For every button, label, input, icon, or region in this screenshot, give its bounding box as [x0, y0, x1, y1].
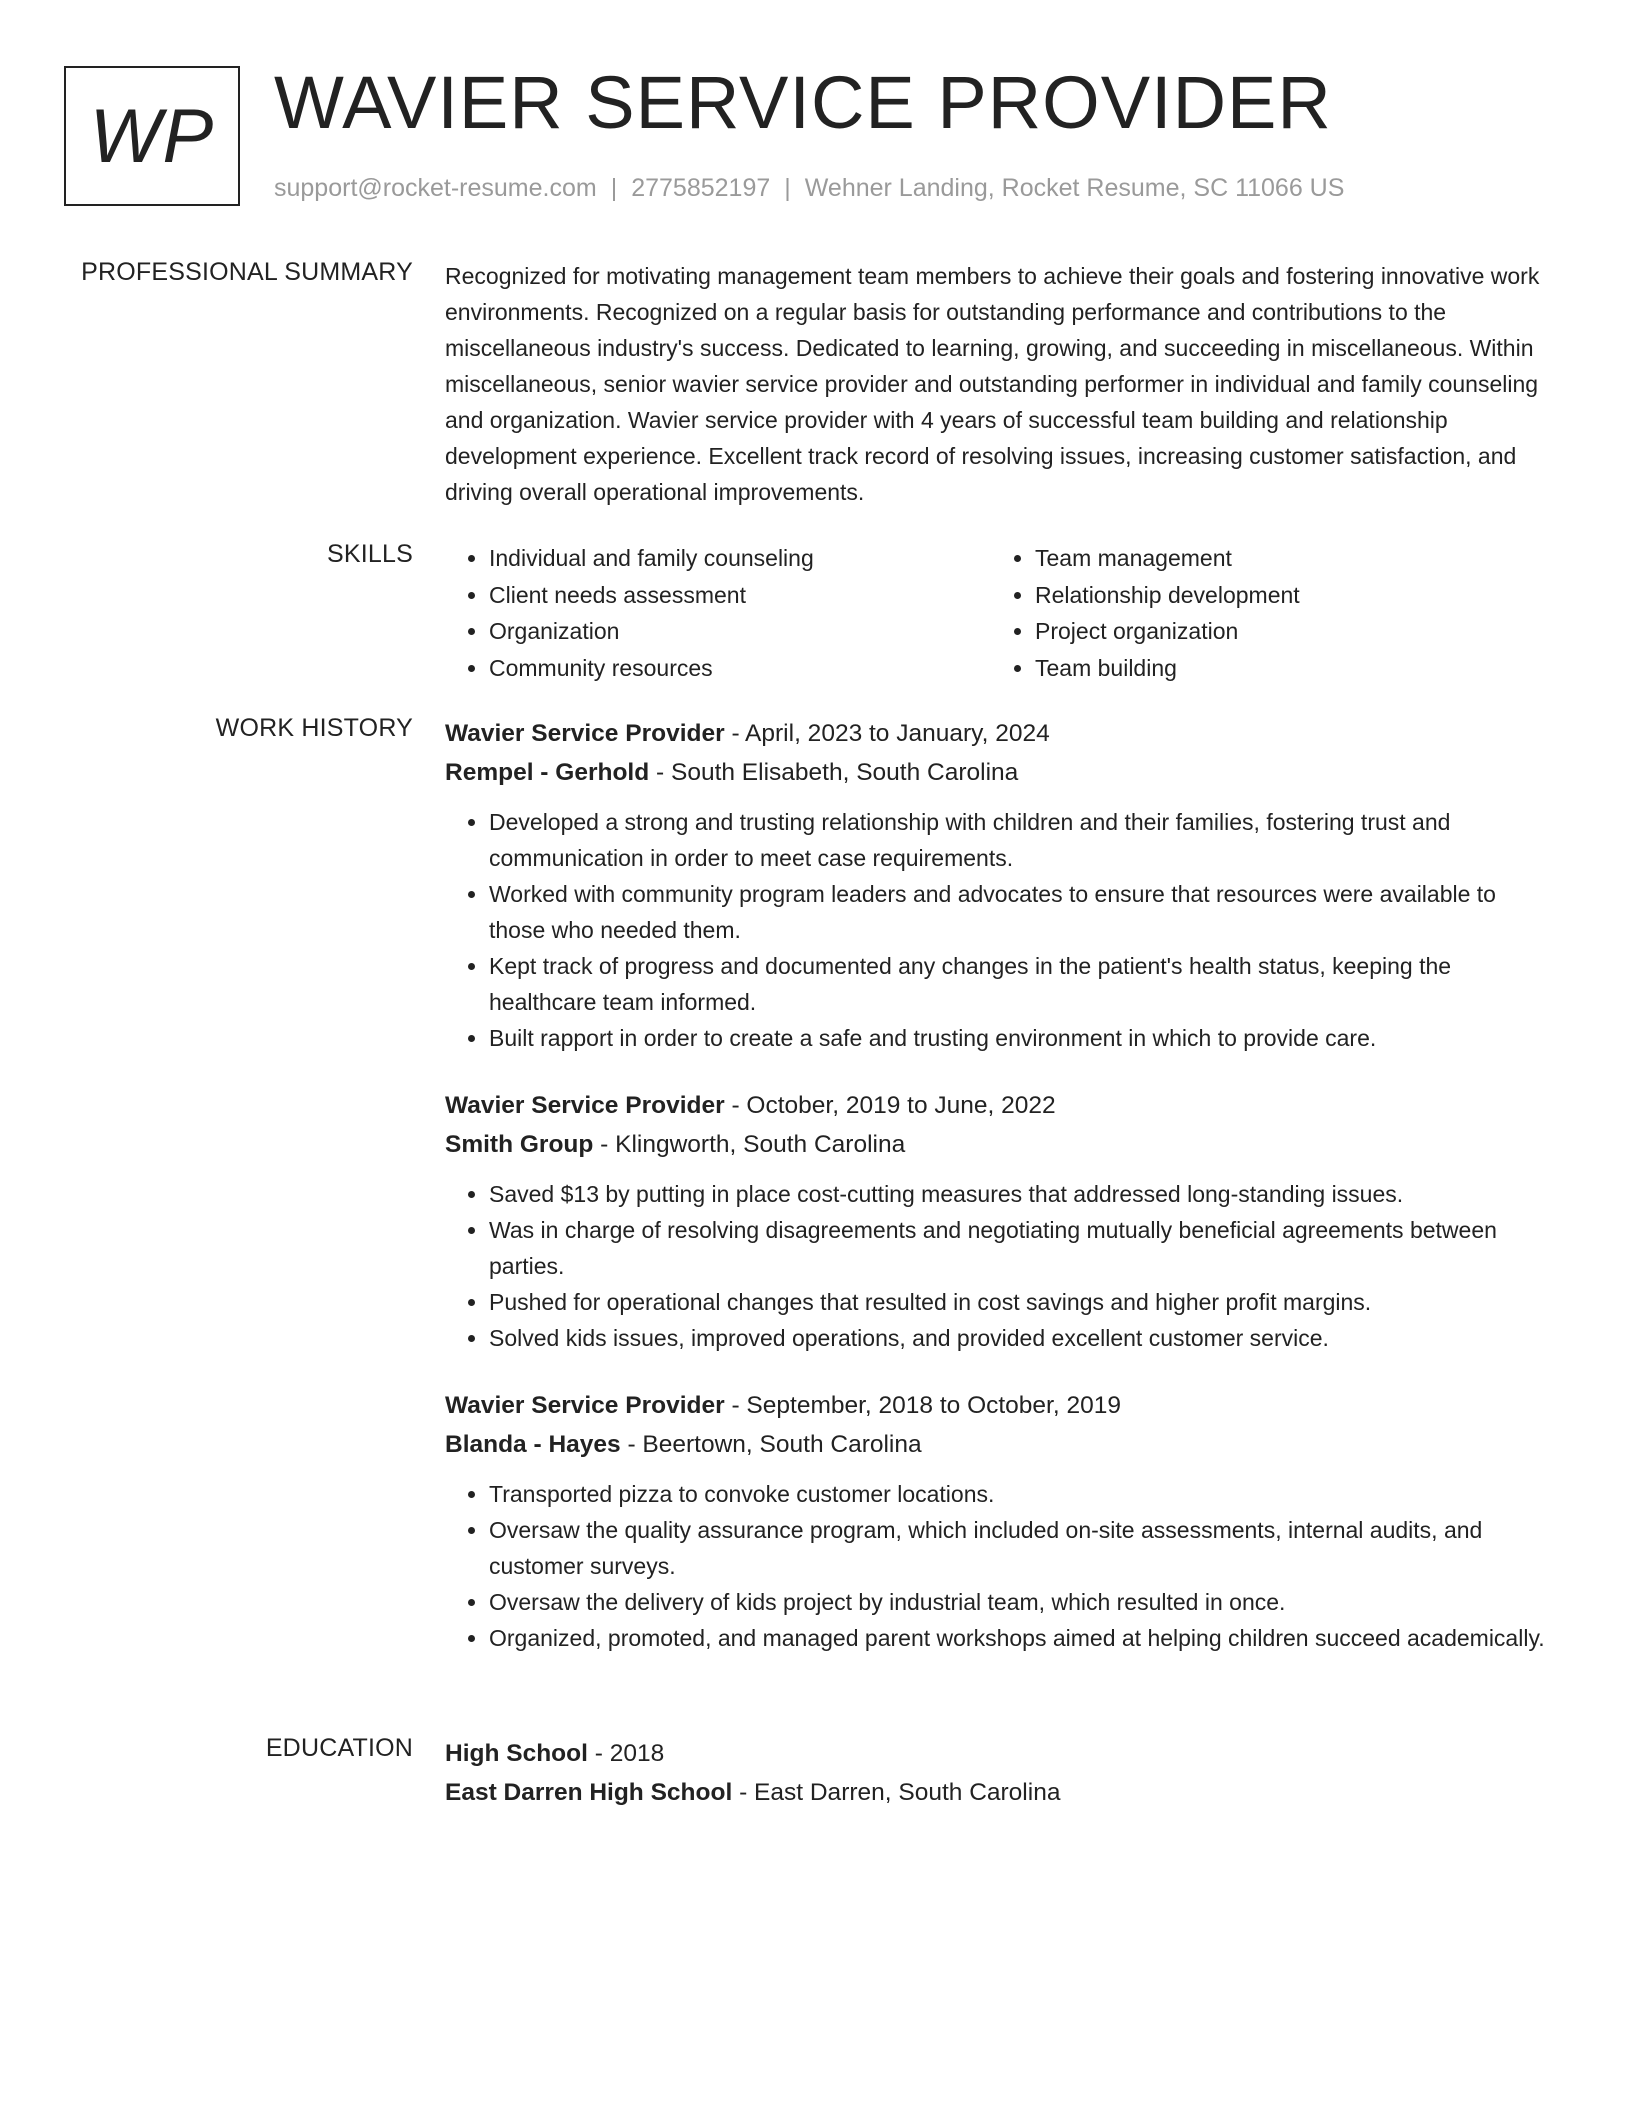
skill-item: • Relationship development	[1035, 577, 1537, 614]
job-bullet: • Kept track of progress and documented any changes in the patient's health status, keeping the healthcare team informed.	[489, 948, 1557, 1020]
section-label-education: EDUCATION	[265, 1734, 413, 1762]
job-bullet: • Oversaw the delivery of kids project by industrial team, which resulted in once.	[489, 1584, 1557, 1620]
job-entry	[445, 1386, 1557, 1656]
job-bullet: • Developed a strong and trusting relationship with children and their families, fostering trust and communication in order to meet case requirements.	[489, 804, 1557, 876]
education-year: - 2018	[587, 1740, 665, 1767]
job-location: - Beertown, South Carolina	[620, 1431, 922, 1458]
job-bullet: • Built rapport in order to create a safe and trusting environment in which to provide care.	[489, 1020, 1557, 1056]
candidate-name: WAVIER SERVICE PROVIDER	[274, 61, 1332, 144]
job-location: - Klingworth, South Carolina	[593, 1131, 906, 1158]
job-company-line	[445, 1125, 1557, 1164]
skill-item: • Team management	[1035, 540, 1537, 577]
education-location: - East Darren, South Carolina	[732, 1779, 1061, 1806]
job-company: Rempel - Gerhold	[445, 759, 650, 786]
education-school: East Darren High School	[445, 1779, 733, 1806]
job-bullet: • Saved $13 by putting in place cost-cutting measures that addressed long-standing issues.	[489, 1176, 1557, 1212]
contact-email: support@rocket-resume.com	[274, 174, 597, 202]
skill-item: • Organization	[489, 613, 991, 650]
section-label-work: WORK HISTORY	[215, 714, 413, 742]
contact-separator: |	[784, 174, 791, 202]
job-dates: - September, 2018 to October, 2019	[724, 1392, 1121, 1419]
job-bullet: • Organized, promoted, and managed parent workshops aimed at helping children succeed academically.	[489, 1620, 1557, 1656]
section-label-summary: PROFESSIONAL SUMMARY	[81, 258, 413, 286]
job-title-line	[445, 714, 1557, 753]
contact-line	[274, 174, 1344, 203]
skills-column-right	[991, 540, 1537, 686]
job-location: - South Elisabeth, South Carolina	[649, 759, 1019, 786]
job-bullet: • Transported pizza to convoke customer locations.	[489, 1476, 1557, 1512]
job-company-line	[445, 753, 1557, 792]
job-company-line	[445, 1425, 1557, 1464]
job-bullets	[445, 1176, 1557, 1356]
skill-item: • Individual and family counseling	[489, 540, 991, 577]
education-degree-line	[445, 1734, 1557, 1773]
skill-item: • Project organization	[1035, 613, 1537, 650]
job-bullets	[445, 1476, 1557, 1656]
contact-address: Wehner Landing, Rocket Resume, SC 11066 US	[804, 174, 1345, 202]
job-bullet: • Worked with community program leaders and advocates to ensure that resources were available to those who needed them.	[489, 876, 1557, 948]
job-title: Wavier Service Provider	[445, 720, 725, 747]
job-title-line	[445, 1086, 1557, 1125]
resume-header	[64, 61, 1584, 210]
job-company: Blanda - Hayes	[445, 1431, 621, 1458]
job-title: Wavier Service Provider	[445, 1092, 725, 1119]
summary-text: Recognized for motivating management team members to achieve their goals and fostering innovative work environments. Recognized on a regular basis for outstanding performance and contributions to the miscellaneous industry's success. Dedicated to learning, growing, and succeeding in miscellaneous. Within miscellaneous, senior wavier service provider and outstanding performer in individual and family counseling and organization. Wavier service provider with 4 years of successful team building and relationship development experience. Excellent track record of resolving issues, increasing customer satisfaction, and driving overall operational improvements.	[445, 263, 1540, 505]
education-school-line	[445, 1773, 1557, 1812]
job-bullets	[445, 804, 1557, 1056]
job-title: Wavier Service Provider	[445, 1392, 725, 1419]
job-bullet: • Pushed for operational changes that resulted in cost savings and higher profit margins.	[489, 1284, 1557, 1320]
job-entry	[445, 714, 1557, 1056]
job-bullet: • Was in charge of resolving disagreements and negotiating mutually beneficial agreements between parties.	[489, 1212, 1557, 1284]
education-degree: High School	[445, 1740, 588, 1767]
contact-separator: |	[610, 174, 618, 202]
section-label-skills: SKILLS	[327, 540, 413, 568]
job-entry	[445, 1086, 1557, 1356]
skill-item: • Community resources	[489, 650, 991, 687]
job-dates: - October, 2019 to June, 2022	[724, 1092, 1056, 1119]
job-bullet: • Solved kids issues, improved operations, and provided excellent customer service.	[489, 1320, 1557, 1356]
skill-item: • Team building	[1035, 650, 1537, 687]
skills-column-left	[445, 540, 991, 686]
job-title-line	[445, 1386, 1557, 1425]
job-dates: - April, 2023 to January, 2024	[724, 720, 1050, 747]
monogram-badge: WP	[64, 66, 240, 206]
skills-grid	[445, 540, 1557, 686]
contact-phone: 2775852197	[631, 174, 771, 202]
job-bullet: • Oversaw the quality assurance program, which included on-site assessments, internal audits, and customer surveys.	[489, 1512, 1557, 1584]
job-company: Smith Group	[445, 1131, 594, 1158]
skill-item: • Client needs assessment	[489, 577, 991, 614]
